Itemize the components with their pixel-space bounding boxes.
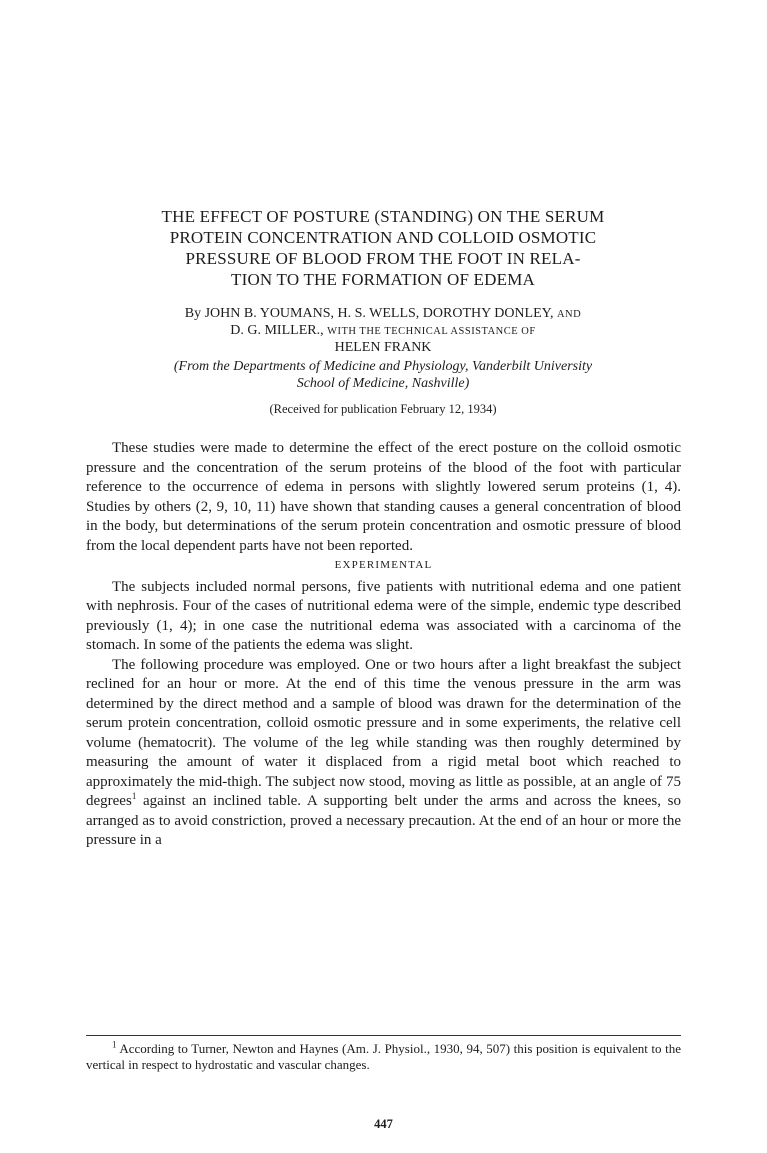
and-word: AND [556,309,582,320]
footnote-divider [86,1035,681,1036]
title-line: PRESSURE OF BLOOD FROM THE FOOT IN RELA- [185,249,581,268]
title-line: PROTEIN CONCENTRATION AND COLLOID OSMOTIC [169,228,597,247]
intro-paragraph: These studies were made to determine the effect of the erect posture on the colloid osmotic pressure and the concentration of the serum proteins of the blood of the foot with particular reference to the occurrence of edema in persons with slightly lowered serum proteins (1, 4). Studies by others (2, 9, 10, 11) have shown that standing causes a general concentration of blood in the body, but determinations of the serum protein concentration and osmotic pressure of blood from the local dependent parts have not been reported. [86,440,681,554]
by-word: By [184,306,202,321]
footnote-marker: 1 [112,1039,117,1050]
article-body [86,439,681,851]
author-line [78,340,688,356]
footnote-reference: 1 [131,791,137,801]
title-line: THE EFFECT OF POSTURE (STANDING) ON THE SERUM [161,207,605,226]
author-names: HELEN FRANK [334,340,432,355]
affiliation-line: School of Medicine, Nashville) [296,376,470,391]
author-list [78,306,688,356]
received-date: (Received for publication February 12, 1934) [269,402,497,416]
technical-assistance-label: WITH THE TECHNICAL ASSISTANCE OF [327,326,536,337]
body-paragraph: The subjects included normal persons, five patients with nutritional edema and one patient with nephrosis. Four of the cases of nutritional edema were of the simple, endemic type described previously (1, 4); in one case the nutritional edema was associated with a carcinoma of the stomach. In some of the patients the edema was slight. [86,578,681,653]
affiliation [78,358,688,392]
author-names: JOHN B. YOUMANS, H. S. WELLS, DOROTHY DONLEY, [204,306,554,321]
body-paragraph [86,656,681,851]
title-line: TION TO THE FORMATION OF EDEMA [231,270,535,289]
footnote-text: According to Turner, Newton and Haynes (Am. J. Physiol., 1930, 94, 507) this position is equivalent to the vertical in respect to hydrostatic and vascular changes. [86,1041,681,1072]
page-number: 447 [374,1117,393,1131]
affiliation-line: (From the Departments of Medicine and Physiology, Vanderbilt University [173,359,593,374]
footnote [86,1041,681,1072]
author-line [78,306,688,323]
section-heading: EXPERIMENTAL [334,559,433,571]
paragraph-text: against an inclined table. A supporting belt under the arms and across the knees, so arranged as to avoid constriction, proved a necessary precaution. At the end of an hour or more the pressure in a [86,793,681,848]
paragraph-text: The following procedure was employed. One or two hours after a light breakfast the subject reclined for an hour or more. At the end of this time the venous pressure in the arm was determined by the direct method and a sample of blood was drawn for the determination of the serum protein concentration, colloid osmotic pressure and in some experiments, the relative cell volume (hematocrit). The volume of the leg while standing was then roughly determined by measuring the amount of water it displaced from a rigid metal boot which reached to approximately the mid-thigh. The subject now stood, moving as little as possible, at an angle of 75 degrees [86,656,681,809]
author-names: D. G. MILLER., [230,323,324,338]
author-line [78,323,688,340]
article-title [78,206,688,290]
